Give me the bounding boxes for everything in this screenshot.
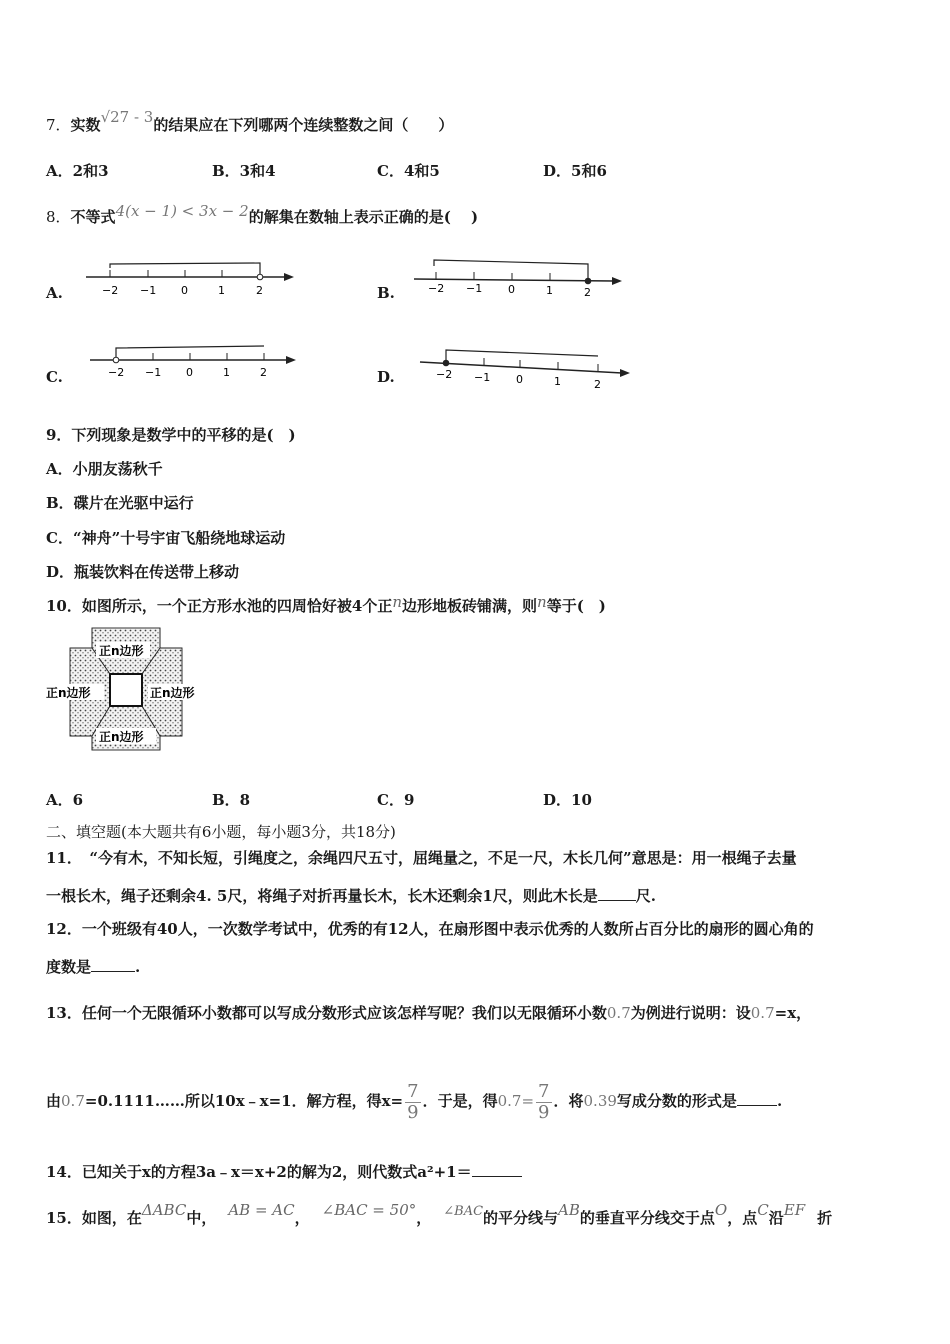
tick-label: 2 xyxy=(594,378,601,391)
q7-prefix: 实数 xyxy=(70,116,101,134)
q15-segment-ab: AB xyxy=(558,1201,580,1219)
q7-number: 7． xyxy=(46,116,71,134)
q8-option-d-label[interactable]: D. xyxy=(377,368,395,386)
q13-l2-b: =0.1111……所以10x﹣x=1．解方程，得x= xyxy=(84,1092,404,1110)
q11-line-2-text: 一根长木，绳子还剩余4. 5尺，将绳子对折再量长木，长木还剩余1尺，则此木长是 xyxy=(46,887,598,905)
q13-l2-d: ．将 xyxy=(553,1092,584,1110)
q15-point-c: C xyxy=(757,1201,769,1219)
q8-prefix: 不等式 xyxy=(70,208,116,226)
q9-stem: 9．下列现象是数学中的平移的是( ) xyxy=(46,426,296,444)
q15-triangle: ΔABC xyxy=(141,1201,187,1219)
q7-expression: √27 - 3 xyxy=(100,108,154,126)
q7-stem xyxy=(46,108,454,136)
q15-stem xyxy=(46,1201,833,1231)
figure-label-left: 正n边形 xyxy=(46,686,91,700)
q13-fraction-2 xyxy=(536,1082,551,1123)
q13-fraction-numerator: 7 xyxy=(407,1080,419,1102)
q8-expression: 4(x − 1) < 3x − 2 xyxy=(115,202,249,220)
tick-label: 2 xyxy=(256,284,263,297)
q8-number-line-d[interactable] xyxy=(416,342,636,392)
q13-line-1-a: 13．任何一个无限循环小数都可以写成分数形式应该怎样写呢？我们以无限循环小数 xyxy=(46,1004,607,1022)
q13-answer-blank[interactable] xyxy=(737,1091,777,1106)
q8-option-b-label[interactable]: B. xyxy=(377,284,395,302)
q11-answer-blank[interactable] xyxy=(598,886,636,901)
tick-label: −2 xyxy=(108,366,125,379)
q15-point-o: O xyxy=(714,1201,728,1219)
q13-l2-c: ．于是，得 xyxy=(422,1092,498,1110)
q8-number: 8． xyxy=(46,208,71,226)
q11-line-1: 11． “今有木，不知长短，引绳度之，余绳四尺五寸，屈绳量之，不足一尺，木长几何”意思是：用一根绳子去量 xyxy=(46,849,797,867)
tick-label: 0 xyxy=(186,366,193,379)
q14-answer-blank[interactable] xyxy=(472,1162,522,1177)
tick-label: 2 xyxy=(584,286,591,299)
q15-h: 沿 xyxy=(768,1209,784,1227)
q10-stem-b: 边形地板砖铺满，则 xyxy=(402,597,538,615)
q15-a: 15．如图，在 xyxy=(46,1209,142,1227)
q9-option-c[interactable]: C．“神舟”十号宇宙飞船绕地球运动 xyxy=(46,529,286,547)
q12-line-2: 度数是 . xyxy=(46,958,141,976)
q7-option-c[interactable]: C．4和5 xyxy=(377,162,440,180)
tick-label: 1 xyxy=(554,375,561,388)
q13-fraction xyxy=(405,1082,420,1123)
q13-line-1-b: 为例进行说明：设 xyxy=(630,1004,751,1022)
tick-label: 1 xyxy=(546,284,553,297)
q15-c: ， xyxy=(294,1209,310,1227)
q13-repeating-decimal: 0.7 xyxy=(606,1004,631,1022)
q8-stem xyxy=(46,202,479,228)
q12-line-1: 12．一个班级有40人，一次数学考试中，优秀的有12人，在扇形图中表示优秀的人数所占百分比的扇形的圆心角的 xyxy=(46,920,814,938)
tick-label: 0 xyxy=(516,373,523,386)
q15-equation-1: AB = AC xyxy=(228,1201,295,1219)
q10-stem-a: 10．如图所示，一个正方形水池的四周恰好被4个正 xyxy=(46,597,393,615)
q10-figure xyxy=(44,624,214,754)
q8-number-line-c[interactable] xyxy=(86,340,306,384)
figure-label-bottom: 正n边形 xyxy=(99,730,144,744)
q9-option-b[interactable]: B．碟片在光驱中运行 xyxy=(46,494,194,512)
q15-d: ， xyxy=(416,1209,432,1227)
q13-line-2 xyxy=(46,1081,782,1123)
q13-repeating-decimal-3: 0.7 xyxy=(61,1092,85,1110)
q15-f: 的垂直平分线交于点 xyxy=(579,1209,715,1227)
q10-option-c[interactable]: C．9 xyxy=(377,791,415,809)
tick-label: −1 xyxy=(140,284,157,297)
q15-segment-ef: EF xyxy=(783,1201,806,1219)
q11-line-2 xyxy=(46,885,656,907)
q8-number-line-b[interactable] xyxy=(410,254,630,300)
q13-l2-f: . xyxy=(776,1092,783,1110)
q10-stem-c: 等于( ) xyxy=(546,597,606,615)
q8-suffix: 的解集在数轴上表示正确的是( ) xyxy=(248,208,479,226)
q15-i: 折 xyxy=(817,1209,833,1227)
q13-equals: = xyxy=(521,1092,535,1110)
q10-option-a[interactable]: A．6 xyxy=(46,791,84,809)
figure-label-top: 正n边形 xyxy=(99,644,144,658)
tick-label: −1 xyxy=(145,366,162,379)
q13-line-1 xyxy=(46,1002,811,1024)
q13-repeating-decimal-4: 0.7 xyxy=(497,1092,522,1110)
q10-option-d[interactable]: D．10 xyxy=(543,791,592,809)
q7-option-a[interactable]: A．2和3 xyxy=(46,162,109,180)
q8-option-c-label[interactable]: C. xyxy=(46,368,63,386)
q8-option-a-label[interactable]: A. xyxy=(46,284,63,302)
q10-stem xyxy=(46,595,606,617)
q11-line-2-end: 尺. xyxy=(635,887,656,905)
tick-label: 0 xyxy=(181,284,188,297)
q13-l2-a: 由 xyxy=(46,1092,62,1110)
q15-angle: ∠BAC xyxy=(443,1204,484,1219)
q8-number-line-a[interactable] xyxy=(80,256,300,300)
tick-label: −2 xyxy=(102,284,119,297)
tick-label: 1 xyxy=(218,284,225,297)
tick-label: −2 xyxy=(436,368,453,381)
q10-var-n: n xyxy=(392,593,402,611)
tick-label: 2 xyxy=(260,366,267,379)
figure-label-right: 正n边形 xyxy=(150,686,195,700)
q13-fraction-2-denominator: 9 xyxy=(538,1101,550,1123)
q7-suffix: 的结果应在下列哪两个连续整数之间（ ） xyxy=(153,116,454,134)
tick-label: −1 xyxy=(466,282,483,295)
section-2-heading: 二、填空题(本大题共有6小题，每小题3分，共18分) xyxy=(46,823,396,841)
q13-l2-e: 写成分数的形式是 xyxy=(616,1092,737,1110)
q10-option-b[interactable]: B．8 xyxy=(212,791,251,809)
tick-label: 0 xyxy=(508,283,515,296)
q12-line-2-text: 度数是 xyxy=(46,958,92,976)
q15-b: 中， xyxy=(186,1209,217,1227)
q12-answer-blank[interactable] xyxy=(91,957,135,972)
q13-repeating-decimal-2: 0.7 xyxy=(750,1004,775,1022)
tick-label: −1 xyxy=(474,371,491,384)
q15-g: ，点 xyxy=(727,1209,758,1227)
q7-option-b[interactable]: B．3和4 xyxy=(212,162,276,180)
q9-option-a[interactable]: A．小朋友荡秋千 xyxy=(46,460,163,478)
q7-option-d[interactable]: D．5和6 xyxy=(543,162,607,180)
tick-label: −2 xyxy=(428,282,445,295)
q15-equation-2: ∠BAC = 50° xyxy=(321,1201,417,1219)
q14-stem xyxy=(46,1161,522,1183)
q14-text: 14．已知关于x的方程3a﹣x＝x+2的解为2，则代数式a²+1＝ xyxy=(46,1163,472,1181)
tick-label: 1 xyxy=(223,366,230,379)
q10-var-n-2: n xyxy=(537,593,547,611)
q15-e: 的平分线与 xyxy=(483,1209,559,1227)
q13-line-1-c: =x， xyxy=(774,1004,812,1022)
q13-repeating-decimal-5: 0.39 xyxy=(583,1092,617,1110)
q9-option-d[interactable]: D．瓶装饮料在传送带上移动 xyxy=(46,563,240,581)
q13-fraction-denominator: 9 xyxy=(407,1101,419,1123)
q13-fraction-2-numerator: 7 xyxy=(538,1080,550,1102)
